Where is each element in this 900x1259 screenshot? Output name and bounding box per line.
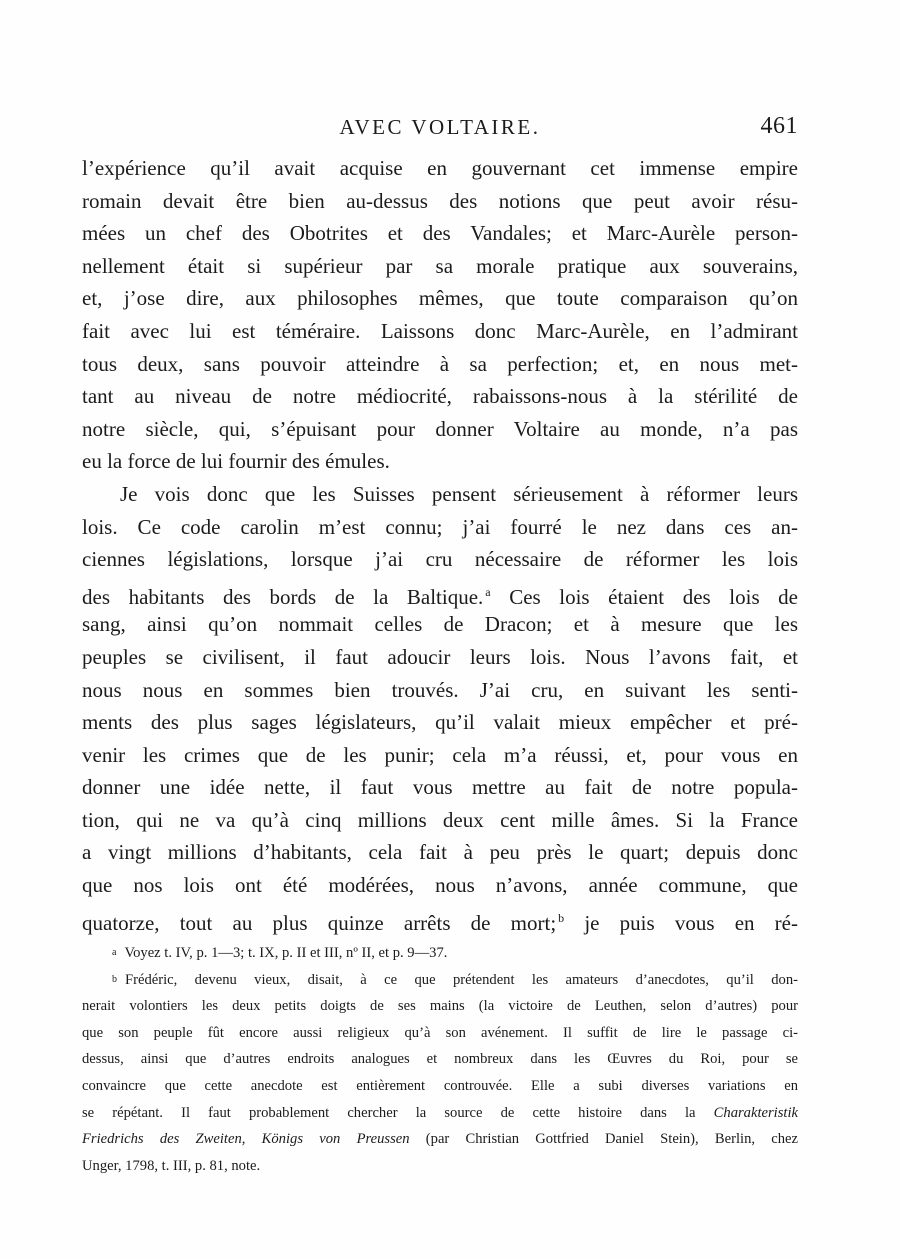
text-line: notre siècle, qui, s’épuisant pour donner Voltaire au monde, n’a pas <box>82 416 798 441</box>
footnote-b-line <box>82 1126 798 1153</box>
text-fragment: des habitants des bords de la Baltique. <box>82 584 484 609</box>
text-line: mées un chef des Obotrites et des Vandales; et Marc-Aurèle person- <box>82 221 798 246</box>
text-fragment: Ces lois étaient des lois de <box>509 584 799 609</box>
footnote-ref-b: b <box>558 910 565 925</box>
footnote-b-line <box>82 967 798 994</box>
text-line: lois. Ce code carolin m’est connu; j’ai fourré le nez dans ces an- <box>82 514 798 539</box>
footnote-b-line: nerait volontiers les deux petits doigts de ses mains (la victoire de Leuthen, selon d’autres) pour <box>82 998 798 1015</box>
footnote-b-line: convaincre que cette anecdote est entièrement controuvée. Elle a subi diverses variations en <box>82 1077 798 1094</box>
footnote-a <box>82 940 798 967</box>
text-line: nellement était si supérieur par sa morale pratique aux souverains, <box>82 253 798 278</box>
text-line: eu la force de lui fournir des émules. <box>82 449 390 474</box>
text-line: peuples se civilisent, il faut adoucir leurs lois. Nous l’avons fait, et <box>82 644 798 669</box>
running-header <box>80 113 800 143</box>
book-title-italic: Friedrichs des Zweiten, Königs von Preussen <box>82 1131 410 1148</box>
text-line: sang, ainsi qu’on nommait celles de Dracon; et à mesure que les <box>82 612 798 637</box>
footnote-b-line: que son peuple fût encore aussi religieux qu’à son avénement. Il suffit de lire le passage ci- <box>82 1024 798 1041</box>
body-text <box>82 152 798 934</box>
text-fragment: je puis vous en ré- <box>584 910 798 935</box>
text-line: nous nous en sommes bien trouvés. J’ai cru, en suivant les senti- <box>82 677 798 702</box>
text-line: et, j’ose dire, aux philosophes mêmes, que toute comparaison qu’on <box>82 286 798 311</box>
footnote-b-text: se répétant. Il faut probablement chercher la source de cette histoire dans la <box>82 1104 696 1121</box>
text-line-with-note-a <box>82 576 798 609</box>
footnote-mark-b: b <box>112 973 117 985</box>
text-line: romain devait être bien au-dessus des notions que peut avoir résu- <box>82 188 798 213</box>
text-line: Je vois donc que les Suisses pensent sérieusement à réformer leurs <box>120 481 798 506</box>
text-line: a vingt millions d’habitants, cela fait à peu près le quart; depuis donc <box>82 840 798 865</box>
footnote-ref-a: a <box>485 584 491 599</box>
text-line: ciennes législations, lorsque j’ai cru nécessaire de réformer les lois <box>82 547 798 572</box>
text-line-with-note-b <box>82 902 798 935</box>
footnote-b-text: (par Christian Gottfried Daniel Stein), Berlin, chez <box>425 1131 798 1148</box>
text-line: venir les crimes que de les punir; cela m’a réussi, et, pour vous en <box>82 742 798 767</box>
text-line: tant au niveau de notre médiocrité, rabaissons-nous à la stérilité de <box>82 384 798 409</box>
text-line: tous deux, sans pouvoir atteindre à sa perfection; et, en nous met- <box>82 351 798 376</box>
footnote-a-text: Voyez t. IV, p. 1—3; t. IX, p. II et III, nº II, et p. 9—37. <box>124 945 448 961</box>
page-number: 461 <box>760 113 798 139</box>
running-title: AVEC VOLTAIRE. <box>339 115 541 139</box>
footnotes <box>82 940 798 1179</box>
footnote-b-line: Unger, 1798, t. III, p. 81, note. <box>82 1157 261 1174</box>
footnote-b-line: dessus, ainsi que d’autres endroits analogues et nombreux dans les Œuvres du Roi, pour se <box>82 1051 798 1068</box>
text-fragment: quatorze, tout au plus quinze arrêts de mort; <box>82 910 557 935</box>
footnote-b-line <box>82 1100 798 1127</box>
book-title-italic: Charakteristik <box>713 1104 798 1121</box>
text-line: donner une idée nette, il faut vous mettre au fait de notre popula- <box>82 775 798 800</box>
text-line: ments des plus sages législateurs, qu’il valait mieux empêcher et pré- <box>82 710 798 735</box>
text-line: que nos lois ont été modérées, nous n’avons, année commune, que <box>82 873 798 898</box>
text-line: l’expérience qu’il avait acquise en gouvernant cet immense empire <box>82 156 798 180</box>
footnote-mark-a: a <box>112 947 117 958</box>
text-line: fait avec lui est téméraire. Laissons donc Marc-Aurèle, en l’admirant <box>82 318 798 343</box>
text-line: tion, qui ne va qu’à cinq millions deux cent mille âmes. Si la France <box>82 807 798 832</box>
footnote-b-text: Frédéric, devenu vieux, disait, à ce que prétendent les amateurs d’anecdotes, qu’il don- <box>125 971 798 988</box>
